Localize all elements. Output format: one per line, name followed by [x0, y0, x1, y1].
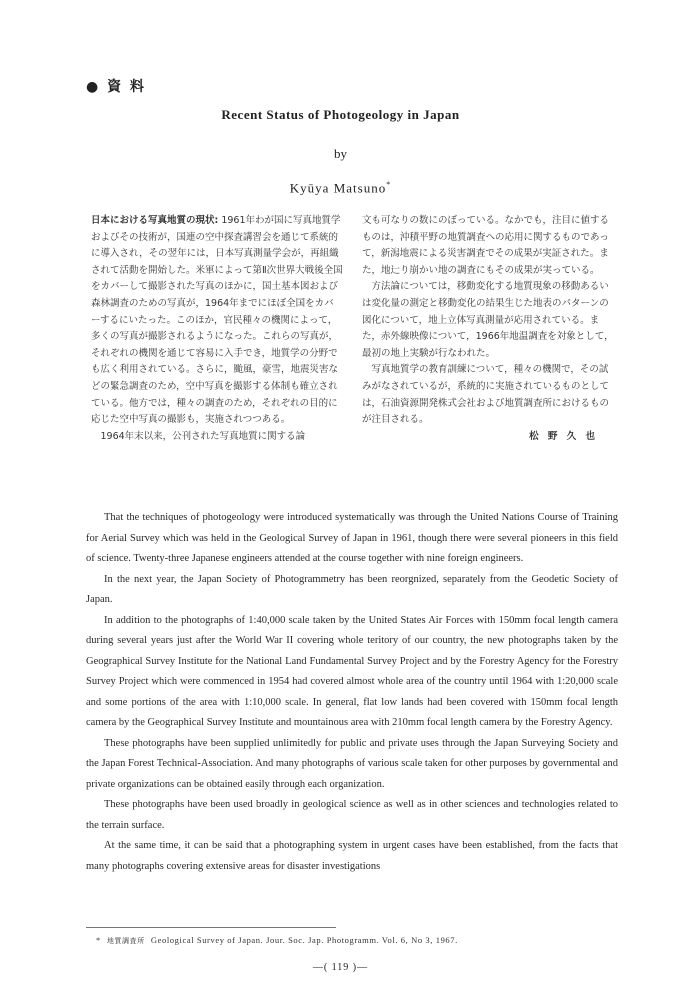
footnote-divider: [86, 927, 336, 928]
body-paragraph: At the same time, it can be said that a photographing system in urgent cases have been established, from the facts that many photographs covering extensive areas for disaster investigations: [86, 840, 618, 872]
byline-by: by: [334, 146, 347, 161]
jp-signature: 松 野 久 也: [529, 430, 598, 442]
jp-paragraph-text: 1961年わが国に写真地質学およびその技術が，国連の空中探査講習会を通じて系統的に導入され，その翌年には，日本写真測量学会が，再組織されて活動を開始した。米軍によって第Ⅱ次世界大戦後全国をカバーして撮影された写真のほかに，国土基本図および森林調査のための写真が，1964年までにほぼ全国をカバーするにいたった。このほか，官民種々の機関によって，多くの写真が撮影されるようになった。これらの写真が，それぞれの機関を通じて容易に入手でき，地質学の分野でも広く利用されている。さらに，颱風，豪雪，地震災害などの緊急調査のため，空中写真を撮影する体制も確立されている。他方では，種々の調査のため，それぞれの目的に応じた空中写真の撮影も，実施されつつある。: [91, 215, 343, 426]
footnote-mark: *: [96, 935, 101, 945]
body-paragraph: These photographs have been used broadly in geological science as well as in other sciences and technologies related to the terrain surface.: [86, 799, 618, 831]
author-text: Kyūya Matsuno: [289, 180, 387, 196]
jp-paragraph: [91, 429, 343, 446]
japanese-abstract-right-column: [362, 213, 614, 445]
english-body: [86, 508, 618, 877]
body-paragraph: That the techniques of photogeology were introduced systematically was through the United Nations Course of Training for Aerial Survey which was held in the Geological Survey of Japan in 1961, though there were several pioneers in this field of science. Twenty-three Japanese engineers attended at the course together with nine foreign engineers.: [86, 512, 618, 564]
author-name: [0, 180, 681, 196]
footnote-text: Geological Survey of Japan. Jour. Soc. Jap. Photogramm. Vol. 6, No 3, 1967.: [150, 935, 458, 945]
japanese-abstract-left-column: [91, 213, 343, 445]
jp-paragraph: 方法論については，移動変化する地質現象の移動あるいは変化量の測定と移動変化の結果生じた地表のパターンの図化について，地上立体写真測量が応用されている。また，赤外線映像について，1966年地温調査を対象として，最初の地上実験が行なわれた。: [362, 281, 614, 359]
footnote-affiliation-jp: 地質調査所: [106, 937, 145, 945]
section-label: ● 資 料: [86, 79, 146, 95]
jp-paragraph: 文も可なりの数にのぼっている。なかでも，注目に値するものは，沖積平野の地質調査への応用に関するものであって，新潟地震による災害調査でその成果が実証された。また，地辷り崩かい地の調査にもその成果が実っている。: [362, 215, 610, 276]
jp-paragraph-text: 1964年末以来，公刊された写真地質に関する論: [100, 430, 306, 442]
jp-paragraph: [91, 213, 343, 429]
body-paragraph: These photographs have been supplied unlimitedly for public and private uses through the Japan Surveying Society and the Japan Forest Technical-Association. And many photographs of various scale taken for other purposes by governmental and private organizations can be obtained easily through each organization.: [86, 737, 618, 790]
jp-paragraph: 写真地質学の教育訓練について，種々の機関で，その試みがなされているが，系統的に実施されているものとしては，石油資源開発株式会社および地質調査所におけるものが注目される。: [362, 364, 610, 426]
body-paragraph: In the next year, the Japan Society of Photogrammetry has been reorgnized, separately from the Geodetic Society of Japan.: [86, 573, 618, 605]
article-title: Recent Status of Photogeology in Japan: [221, 107, 460, 122]
author-footnote-mark: *: [386, 180, 392, 189]
footnote: [96, 935, 458, 946]
jp-lead-heading: 日本における写真地質の現状:: [91, 215, 219, 226]
body-paragraph: In addition to the photographs of 1:40,000 scale taken by the United States Air Forces with 150mm focal length camera during several years just after the World War II covering whole teritory of our country, the new photographs taken by the Geographical Survey Institute for the National Land Fundamental Survey Project and by the Forestry Agency for the Forestry Survey Project which were commenced in 1954 had covered almost whole area of the country until 1964 with 1:20,000 scale and some portions of the area with 1:10,000 scale. In general, flat low lands had been covered with 150mm focal length camera by the Geographical Survey Institute and mountainous area with 210mm focal length camera by the Forestry Agency.: [86, 614, 618, 728]
page-number: —( 119 )—: [312, 962, 369, 973]
